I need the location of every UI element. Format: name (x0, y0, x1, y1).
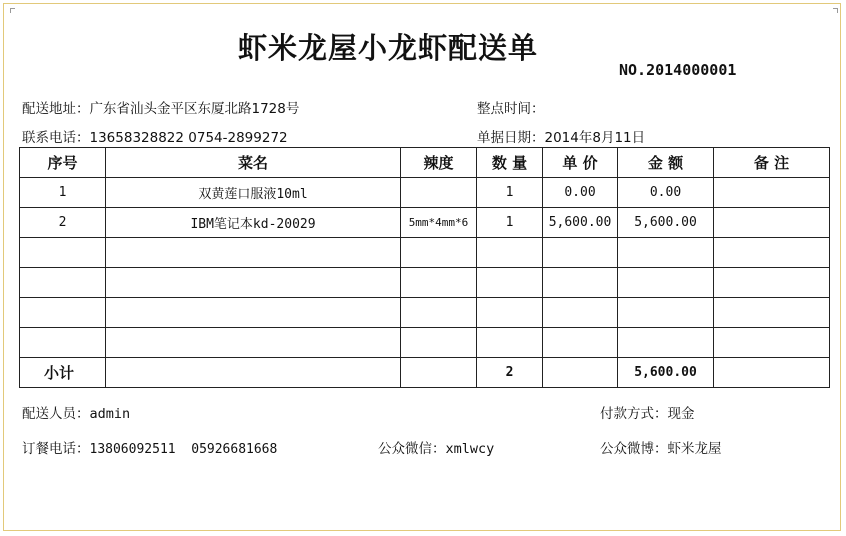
crop-mark-top-left (10, 8, 15, 13)
page-title: 虾米龙屋小龙虾配送单 (238, 31, 539, 65)
cell-spice (401, 178, 477, 208)
courier-line (22, 402, 130, 422)
courier-value: admin (89, 406, 131, 422)
address-label: 配送地址： (22, 101, 90, 117)
column-header-qty: 数 量 (477, 148, 543, 178)
table-header-row (20, 148, 830, 178)
cell-amount: 0.00 (618, 178, 714, 208)
date-value: 2014年8月11日 (544, 130, 646, 146)
cell-price: 5,600.00 (543, 208, 618, 238)
punctual-time-label: 整点时间： (477, 101, 545, 117)
table-row-empty (20, 328, 830, 358)
cell-no: 2 (20, 208, 106, 238)
cell-note (714, 178, 830, 208)
phone-value: 13658328822 0754-2899272 (89, 130, 288, 146)
courier-label: 配送人员： (22, 406, 90, 422)
table-row (20, 178, 830, 208)
weibo-label: 公众微博： (600, 441, 668, 457)
table-row-empty (20, 298, 830, 328)
subtotal-amount: 5,600.00 (618, 358, 714, 388)
date-line (477, 126, 645, 146)
column-header-spice: 辣度 (401, 148, 477, 178)
cell-price: 0.00 (543, 178, 618, 208)
payment-line (600, 402, 695, 422)
weibo-value: 虾米龙屋 (667, 441, 722, 457)
subtotal-row (20, 358, 830, 388)
document-number: NO.2014000001 (619, 61, 737, 79)
column-header-no: 序号 (20, 148, 106, 178)
order-phone-line (22, 437, 277, 457)
order-phone-value: 13806092511 05926681668 (89, 442, 278, 457)
cell-qty: 1 (477, 178, 543, 208)
crop-mark-top-right (833, 8, 838, 13)
cell-amount: 5,600.00 (618, 208, 714, 238)
order-table (19, 147, 830, 388)
address-value: 广东省汕头金平区东厦北路1728号 (89, 101, 300, 117)
subtotal-label: 小计 (20, 358, 106, 388)
cell-dish: 双黄莲口服液10ml (106, 178, 401, 208)
cell-spice (401, 208, 477, 238)
cell-no: 1 (20, 178, 106, 208)
wechat-line (378, 437, 494, 457)
column-header-note: 备 注 (714, 148, 830, 178)
table-row (20, 208, 830, 238)
column-header-amount: 金 额 (618, 148, 714, 178)
wechat-value: xmlwcy (445, 441, 495, 457)
phone-label: 联系电话： (22, 130, 90, 146)
column-header-dish: 菜名 (106, 148, 401, 178)
order-phone-label: 订餐电话： (22, 441, 90, 457)
date-label: 单据日期： (477, 130, 545, 146)
table-row-empty (20, 238, 830, 268)
column-header-price: 单 价 (543, 148, 618, 178)
phone-line (22, 126, 288, 146)
wechat-label: 公众微信： (378, 441, 446, 457)
cell-note (714, 208, 830, 238)
payment-label: 付款方式： (600, 406, 668, 422)
address-line (22, 97, 299, 117)
cell-spice-text: 5mm*4mm*6 (408, 215, 469, 229)
cell-qty: 1 (477, 208, 543, 238)
payment-value: 现金 (667, 406, 695, 422)
table-row-empty (20, 268, 830, 298)
weibo-line (600, 437, 722, 457)
subtotal-qty: 2 (477, 358, 543, 388)
cell-dish: IBM笔记本kd-20029 (106, 208, 401, 238)
